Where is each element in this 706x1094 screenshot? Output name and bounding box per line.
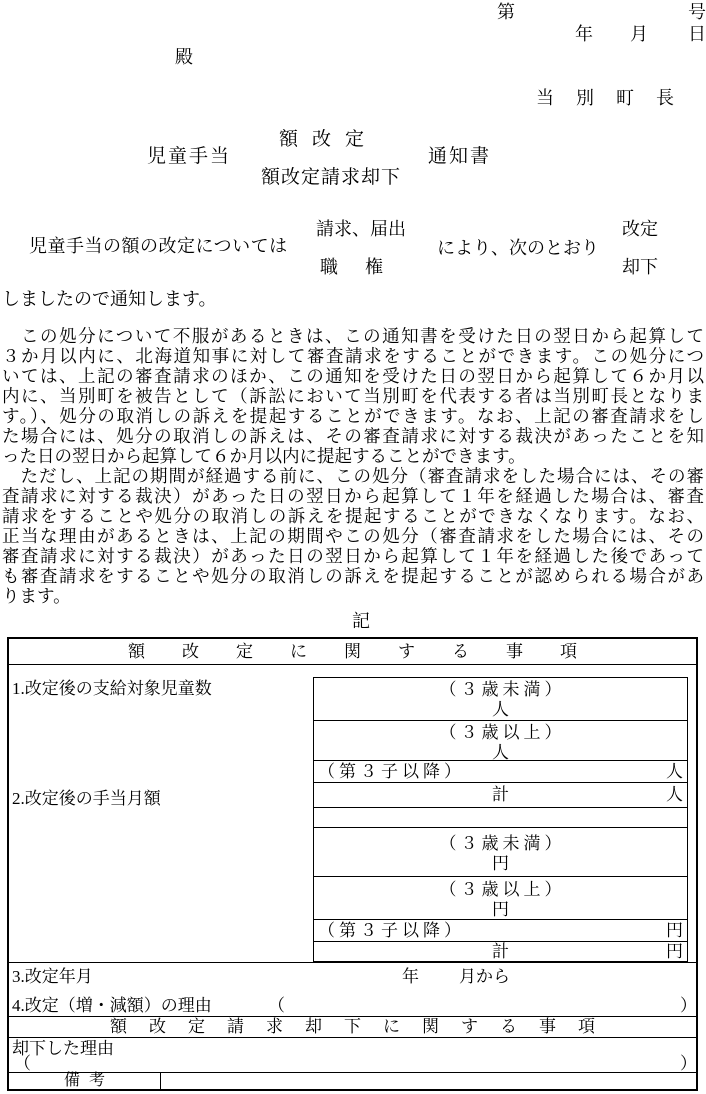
amounts-over3-unit: 円 xyxy=(492,900,509,919)
table-section1-header: 額改定に関する事項 xyxy=(9,639,696,665)
legal-line: 審査請求に対する裁決）があった日の翌日から起算して１年を経過した後であって xyxy=(2,546,704,566)
legal-line: す。）、処分の取消しの訴えを提起することができます。なお、上記の審査請求をし xyxy=(2,406,704,426)
opening-result-revision: 改定 xyxy=(622,219,658,239)
legal-notice xyxy=(2,326,704,606)
counts-over3-unit: 人 xyxy=(492,743,509,762)
opening-basis-request: 請求、届出 xyxy=(316,219,406,239)
title-option-rejection: 額改定請求却下 xyxy=(261,167,402,188)
legal-line: ３か月以内に、北海道知事に対して審査請求をすることができます。この処分につ xyxy=(2,346,704,366)
doc-number-prefix: 第 xyxy=(497,2,515,22)
amounts-total-cell xyxy=(314,942,687,962)
title-subject: 児童手当 xyxy=(147,146,232,167)
rejection-paren-close: ） xyxy=(680,1054,697,1073)
title-option-revision: 額改定 xyxy=(279,129,379,150)
row3-year-label: 年 xyxy=(402,967,419,986)
amounts-third-cell xyxy=(314,920,687,942)
amounts-third-unit: 円 xyxy=(666,921,683,940)
title-suffix: 通知書 xyxy=(428,146,492,167)
rejection-label: 却下した理由 xyxy=(12,1039,114,1058)
date-month-label: 月 xyxy=(630,24,648,44)
counts-total-cell xyxy=(314,783,687,808)
row4-label: 4.改定（増・減額）の理由 xyxy=(12,996,212,1015)
counts-under3-cell xyxy=(314,678,687,721)
legal-line: ただし、上記の期間が経過する前に、この処分（審査請求をした場合には、その審 xyxy=(2,466,704,486)
row1-label: 1.改定後の支給対象児童数 xyxy=(12,679,212,698)
amounts-over3-cell xyxy=(314,877,687,920)
nested-values-table xyxy=(313,677,688,962)
amounts-over3-label: （３歳以上） xyxy=(439,880,566,899)
counts-under3-unit: 人 xyxy=(492,700,509,719)
table-section2-header: 額改定請求却下に関する事項 xyxy=(9,1017,696,1038)
doc-number-suffix: 号 xyxy=(688,2,706,22)
remarks-blank-cell xyxy=(161,1073,696,1089)
counts-under3-label: （３歳未満） xyxy=(439,680,566,699)
legal-line: この処分について不服があるときは、この通知書を受けた日の翌日から起算して xyxy=(2,326,704,346)
date-year-label: 年 xyxy=(575,24,593,44)
counts-over3-cell xyxy=(314,721,687,761)
counts-third-label: （第３子以降） xyxy=(318,762,465,781)
counts-total-unit: 人 xyxy=(666,785,683,804)
amounts-third-label: （第３子以降） xyxy=(318,921,465,940)
legal-line: も審査請求をすることや処分の取消しの訴えを提起することが認められる場合があ xyxy=(2,566,704,586)
amounts-total-label: 計 xyxy=(492,942,509,961)
row3-label: 3.改定年月 xyxy=(12,967,93,986)
legal-line: 請求をすることや処分の取消しの訴えを提起することができなくなります。なお、 xyxy=(2,506,704,526)
rejection-reason-cell xyxy=(9,1038,696,1073)
table-rows-3-4 xyxy=(9,963,696,1017)
opening-lead: 児童手当の額の改定については xyxy=(29,236,288,256)
amounts-under3-cell xyxy=(314,828,687,877)
row4-paren-open: （ xyxy=(268,996,285,1015)
amounts-total-unit: 円 xyxy=(666,942,683,961)
amounts-under3-unit: 円 xyxy=(492,854,509,873)
opening-connector: により、次のとおり xyxy=(437,238,599,258)
opening-close: しましたので通知します。 xyxy=(2,289,217,309)
row4-paren-close: ） xyxy=(680,996,697,1015)
spacer-row xyxy=(314,808,687,828)
remarks-label: 備考 xyxy=(9,1073,161,1089)
legal-line: 正当な理由があるときは、上記の期間やこの処分（審査請求をした場合には、その xyxy=(2,526,704,546)
legal-line: ります。 xyxy=(2,586,71,606)
opening-result-rejection: 却下 xyxy=(622,257,658,277)
ki-marker: 記 xyxy=(352,611,370,631)
opening-basis-authority-right: 権 xyxy=(365,257,383,277)
counts-third-cell xyxy=(314,761,687,783)
counts-third-unit: 人 xyxy=(666,762,683,781)
counts-total-label: 計 xyxy=(492,785,509,804)
revision-table xyxy=(7,637,698,1091)
row2-label: 2.改定後の手当月額 xyxy=(12,789,161,808)
legal-line: った日の翌日から起算して６か月以内に提起することができます。 xyxy=(2,446,526,466)
row3-month-from-label: 月から xyxy=(459,967,510,986)
legal-line: た場合には、処分の取消しの訴えは、その審査請求に対する裁決があったことを知 xyxy=(2,426,704,446)
legal-line: 査請求に対する裁決）があった日の翌日から起算して１年を経過した場合は、審査 xyxy=(2,486,704,506)
counts-over3-label: （３歳以上） xyxy=(439,723,566,742)
remarks-row xyxy=(9,1073,696,1089)
amounts-under3-label: （３歳未満） xyxy=(439,834,566,853)
table-section1-body xyxy=(9,665,696,963)
legal-line: いては、上記の審査請求のほか、この通知を受けた日の翌日から起算して６か月以 xyxy=(2,366,704,386)
opening-basis-authority-left: 職 xyxy=(320,257,338,277)
addressee-honorific: 殿 xyxy=(175,47,193,67)
legal-line: 内に、当別町を被告として（訴訟において当別町を代表する者は当別町長となりま xyxy=(2,386,704,406)
rejection-paren-open: （ xyxy=(14,1054,31,1073)
date-day-label: 日 xyxy=(688,24,706,44)
sender-title: 当別町長 xyxy=(536,88,696,108)
